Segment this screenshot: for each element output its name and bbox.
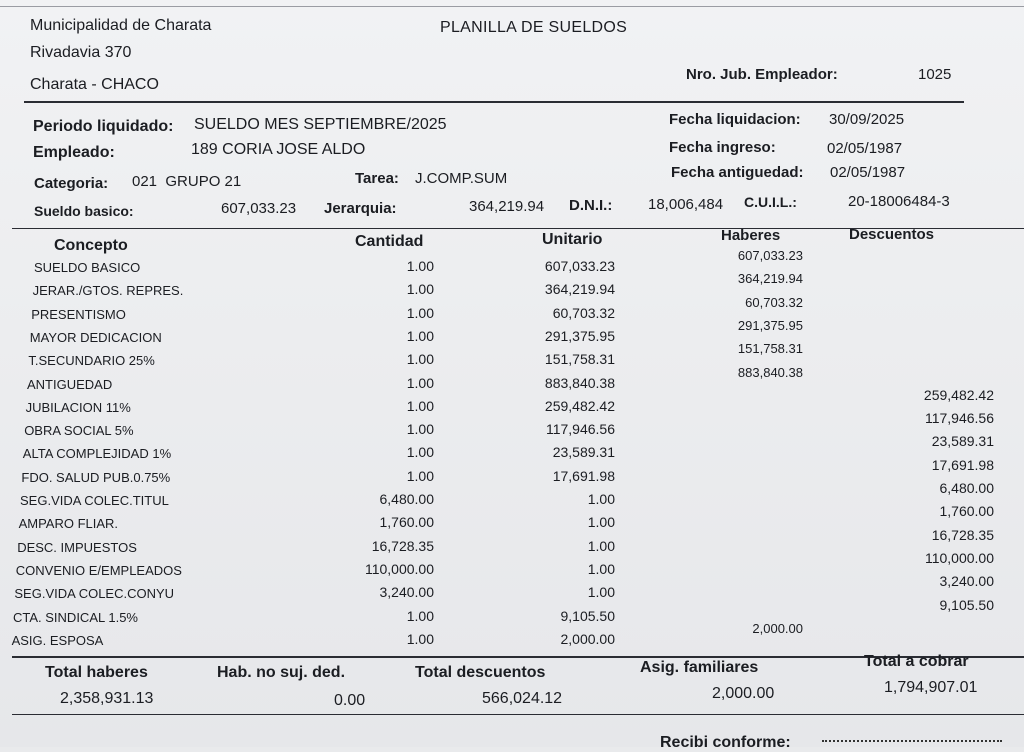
column-header-cantidad: Cantidad [355,233,424,250]
tarea-label: Tarea: [355,170,399,187]
cell-unitario: 607,033.23 [544,258,615,274]
total-a-cobrar-value: 1,794,907.01 [884,679,978,696]
cell-descuentos: 110,000.00 [924,549,994,566]
hab-no-suj-value: 0.00 [334,692,366,709]
total-descuentos-label: Total descuentos [415,664,546,681]
cell-unitario: 23,589.31 [552,444,615,461]
cell-descuentos: 117,946.56 [924,410,994,427]
employer-name: Municipalidad de Charata [30,17,212,34]
cell-unitario: 364,219.94 [544,281,615,298]
cell-cantidad: 1.00 [406,258,434,274]
fecha-ingreso-label: Fecha ingreso: [669,139,776,156]
cell-unitario: 1.00 [587,560,615,577]
fecha-liquidacion-value: 30/09/2025 [829,111,905,128]
cell-descuentos: 23,589.31 [931,433,994,450]
cell-unitario: 259,482.42 [544,397,615,414]
cell-cantidad: 1.00 [406,397,434,414]
dni-value: 18,006,484 [648,196,724,213]
total-haberes-label: Total haberes [45,664,148,681]
cell-cantidad: 1.00 [406,281,434,298]
total-haberes-value: 2,358,931.13 [60,690,154,707]
cell-unitario: 291,375.95 [544,327,615,344]
cell-cantidad: 16,728.35 [371,537,434,554]
cell-concepto: ALTA COMPLEJIDAD 1% [22,446,172,462]
cell-concepto: T.SECUNDARIO 25% [28,353,155,369]
cell-cantidad: 3,240.00 [379,584,434,601]
cell-cantidad: 1.00 [406,444,434,461]
cell-unitario: 1.00 [587,491,615,507]
top-rule [0,6,1024,7]
cell-unitario: 151,758.31 [544,351,615,368]
asig-familiares-label: Asig. familiares [640,659,759,676]
cell-cantidad: 110,000.00 [364,560,434,577]
cell-unitario: 883,840.38 [544,374,615,391]
empleado-value: 189 CORIA JOSE ALDO [191,141,366,158]
column-header-haberes: Haberes [721,227,781,244]
totals-bottom-rule [12,714,1024,715]
cell-unitario: 2,000.00 [560,630,615,647]
cell-descuentos: 1,760.00 [939,503,994,520]
dni-label: D.N.I.: [569,197,613,214]
cell-haberes: 291,375.95 [737,317,803,333]
cell-concepto: SEG.VIDA COLEC.TITUL [20,493,169,508]
jub-employer-value: 1025 [918,66,952,83]
cell-unitario: 9,105.50 [560,607,615,624]
cell-unitario: 117,946.56 [545,421,615,438]
jub-employer-label: Nro. Jub. Empleador: [686,66,838,83]
cell-cantidad: 1.00 [406,421,434,438]
cell-haberes: 151,758.31 [737,341,803,357]
periodo-value: SUELDO MES SEPTIEMBRE/2025 [194,116,447,133]
cell-cantidad: 1.00 [406,351,434,368]
fecha-antiguedad-value: 02/05/1987 [830,164,906,181]
tarea-value: J.COMP.SUM [415,170,508,187]
fecha-liquidacion-label: Fecha liquidacion: [669,111,801,128]
cell-descuentos: 9,105.50 [939,596,994,613]
categoria-label: Categoria: [34,175,109,192]
sueldo-basico-label: Sueldo basico: [34,203,134,219]
cell-concepto: OBRA SOCIAL 5% [24,423,134,439]
total-a-cobrar-label: Total a cobrar [864,653,969,670]
cell-haberes: 883,840.38 [737,364,803,380]
document-title: PLANILLA DE SUELDOS [440,19,628,36]
cell-descuentos: 3,240.00 [939,573,994,590]
cell-haberes: 364,219.94 [737,271,803,287]
cell-descuentos: 16,728.35 [931,526,994,543]
cell-cantidad: 1.00 [406,304,434,321]
recibi-conforme-label: Recibi conforme: [660,734,791,751]
cell-concepto: SUELDO BASICO [34,260,141,275]
cell-haberes: 60,703.32 [745,294,803,310]
cell-concepto: DESC. IMPUESTOS [17,539,137,555]
empleado-label: Empleado: [33,144,115,161]
asig-familiares-value: 2,000.00 [712,685,775,702]
employer-address: Rivadavia 370 [30,44,132,61]
hab-no-suj-label: Hab. no suj. ded. [217,664,346,681]
cell-unitario: 1.00 [587,537,615,554]
cell-concepto: FDO. SALUD PUB.0.75% [21,469,171,485]
cell-concepto: JERAR./GTOS. REPRES. [32,283,184,299]
signature-line [822,740,1002,742]
cell-concepto: MAYOR DEDICACION [29,329,162,345]
cell-concepto: SEG.VIDA COLEC.CONYU [14,586,175,602]
cell-cantidad: 1.00 [406,607,434,624]
sueldo-basico-value: 607,033.23 [221,200,297,217]
cuil-value: 20-18006484-3 [848,193,950,210]
cell-cantidad: 1.00 [406,374,434,391]
cell-unitario: 60,703.32 [552,304,615,321]
jerarquia-label: Jerarquia: [324,200,397,217]
total-descuentos-value: 566,024.12 [482,690,563,707]
cell-concepto: PRESENTISMO [31,306,126,322]
header-divider [24,101,964,103]
cell-descuentos: 6,480.00 [939,480,994,496]
cell-concepto: CONVENIO E/EMPLEADOS [15,562,182,578]
cell-unitario: 1.00 [587,584,615,601]
fecha-antiguedad-label: Fecha antiguedad: [671,164,804,181]
column-header-unitario: Unitario [542,231,603,248]
cell-descuentos: 259,482.42 [923,386,994,403]
employer-city: Charata - CHACO [30,76,159,93]
cell-concepto: AMPARO FLIAR. [18,516,119,532]
cell-concepto: CTA. SINDICAL 1.5% [13,609,138,625]
column-header-concepto: Concepto [54,237,128,254]
cell-haberes: 607,033.23 [737,248,803,263]
cell-haberes: 2,000.00 [752,620,803,636]
cuil-label: C.U.I.L.: [744,194,797,210]
cell-cantidad: 1,760.00 [379,514,434,531]
cell-concepto: ANTIGUEDAD [27,376,113,392]
cell-cantidad: 6,480.00 [379,491,434,507]
periodo-label: Periodo liquidado: [33,118,174,135]
categoria-value: 021 GRUPO 21 [132,173,242,190]
cell-cantidad: 1.00 [406,327,434,344]
cell-concepto: JUBILACION 11% [25,399,131,415]
cell-unitario: 1.00 [587,514,615,531]
cell-cantidad: 1.00 [406,630,434,647]
cell-descuentos: 17,691.98 [931,456,994,473]
column-header-descuentos: Descuentos [849,226,935,243]
jerarquia-value: 364,219.94 [469,198,545,215]
cell-concepto: ASIG. ESPOSA [11,632,104,648]
cell-cantidad: 1.00 [406,467,434,484]
cell-unitario: 17,691.98 [552,467,615,484]
fecha-ingreso-value: 02/05/1987 [827,140,903,157]
